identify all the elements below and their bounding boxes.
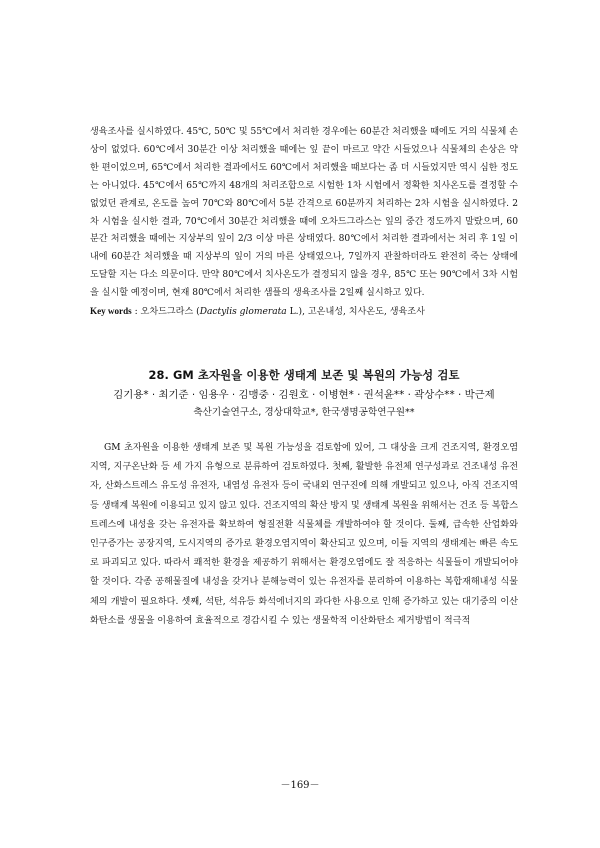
- page-number: －169－: [280, 780, 320, 791]
- intro-paragraph: 생육조사를 실시하였다. 45℃, 50℃ 및 55℃에서 처리한 경우에는 60분간 처리했을 때에도 거의 식물체 손상이 없었다. 60℃에서 30분간 이상 처리했을 때에는 잎 끝이 마르고 약간 시들었으나 식물체의 손상은 약한 편이었으며, 65℃에서 처리한 결과에서도 60℃에서 처리했을 때보다는 좀 더 시들었지만 역시 심한 정도는 아니었다. 45℃에서 65℃까지 48개의 처리조합으로 시험한 1차 시험에서 정확한 치사온도를 결정할 수 없었던 관계로, 온도를 높여 70℃와 80℃에서 5분 간격으로 60분까지 처리하는 2차 시험을 실시하였다. 2차 시험을 실시한 결과, 70℃에서 30분간 처리했을 때에 오차드그라스는 잎의 중간 정도까지 말랐으며, 60분간 처리했을 때에는 지상부의 잎이 2/3 이상 마른 상태였다. 80℃에서 처리한 결과에서는 처리 후 1일 이내에 60분간 처리했을 때 지상부의 잎이 거의 마른 상태였으나, 7일까지 관찰하더라도 완전히 죽는 상태에 도달할 지는 다소 의문이다. 만약 80℃에서 치사온도가 결정되지 않을 경우, 85℃ 또는 90℃에서 3차 시험을 실시할 예정이며, 현재 80℃에서 처리한 샘플의 생육조사를 2일째 실시하고 있다.: [90, 127, 518, 299]
- keywords-label: Key words: [90, 306, 132, 317]
- keywords-line: [90, 303, 518, 322]
- keywords-separator: :: [131, 307, 141, 318]
- author-list: 김기용* · 최기준 · 임용우 · 김맹중 · 김원호 · 이병현* · 권석윤** · 곽상수** · 박근제: [113, 388, 495, 401]
- keywords-text-after: L.), 고온내성, 치사온도, 생육조사: [286, 307, 425, 318]
- keywords-scientific-name: Dactylis glomerata: [199, 307, 287, 318]
- keywords-text-before: 오차드그라스 (: [140, 307, 200, 318]
- body-paragraph: GM 초자원을 이용한 생태계 보존 및 복원 가능성을 검토함에 있어, 그 대상을 크게 건조지역, 환경오염지역, 지구온난화 등 세 가지 유형으로 분류하여 검토하였다. 첫째, 활발한 유전체 연구성과로 건조내성 유전자, 산화스트레스 유도성 유전자, 내염성 유전자 등이 국내외 연구진에 의해 개발되고 있으나, 아직 건조지역 등 생태계 복원에 이용되고 있지 않고 있다. 건조지역의 확산 방지 및 생태계 복원을 위해서는 건조 등 복합스트레스에 내성을 갖는 유전자를 확보하여 형질전환 식물체를 개발하여야 할 것이다. 둘째, 급속한 산업화와 인구증가는 공장지역, 도시지역의 증가로 환경오염지역이 확산되고 있으며, 이들 지역의 생태계는 빠른 속도로 파괴되고 있다. 따라서 쾌적한 환경을 제공하기 위해서는 환경오염에도 잘 적응하는 식물들이 개발되어야 할 것이다. 각종 공해물질에 내성을 갖거나 분해능력이 있는 유전자를 분리하여 이용하는 복합재해내성 식물체의 개발이 필요하다. 셋째, 석탄, 석유등 화석에너지의 과다한 사용으로 인해 증가하고 있는 대기중의 이산화탄소를 생물을 이용하여 효율적으로 경감시킬 수 있는 생물학적 이산화탄소 제거방법이 적극적: [90, 442, 518, 626]
- page-content: [90, 124, 518, 631]
- section-title: 28. GM 초자원을 이용한 생태계 보존 및 복원의 가능성 검토: [148, 367, 460, 382]
- affiliation-list: 축산기술연구소, 경상대학교*, 한국생명공학연구원**: [193, 406, 415, 418]
